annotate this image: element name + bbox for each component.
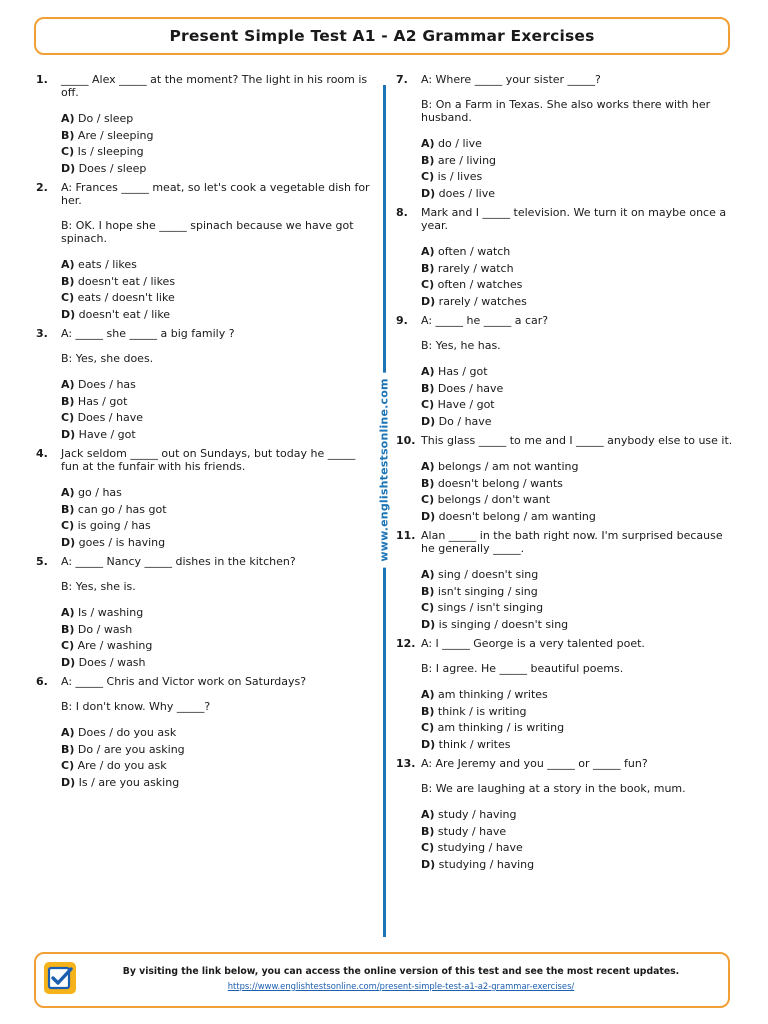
question-number: 8. — [396, 206, 408, 219]
question-3 — [36, 327, 376, 443]
answer-option[interactable] — [421, 414, 736, 431]
answer-option[interactable] — [421, 807, 736, 824]
option-text: study / have — [437, 824, 507, 838]
option-text: doesn't belong / wants — [437, 476, 563, 490]
answer-option[interactable] — [61, 502, 376, 519]
answer-option[interactable] — [61, 742, 376, 759]
question-text: A: _____ Chris and Victor work on Saturdays? — [61, 675, 307, 688]
option-text: often / watch — [438, 245, 511, 258]
option-letter: D) — [61, 427, 76, 441]
answer-options — [396, 244, 736, 310]
question-reply: B: On a Farm in Texas. She also works there with her husband. — [421, 98, 711, 124]
question-9 — [396, 314, 736, 430]
option-letter: D) — [421, 414, 436, 428]
answer-option[interactable] — [61, 485, 376, 502]
question-5 — [36, 555, 376, 671]
answer-option[interactable] — [421, 687, 736, 704]
answer-options — [36, 485, 376, 551]
option-text: study / having — [438, 808, 517, 821]
question-2 — [36, 181, 376, 323]
question-12 — [396, 637, 736, 753]
answer-option[interactable] — [61, 427, 376, 444]
question-7 — [396, 73, 736, 202]
option-text: Are / washing — [77, 639, 153, 652]
answer-options — [36, 111, 376, 177]
answer-option[interactable] — [421, 277, 736, 294]
question-row — [396, 637, 736, 650]
question-row — [36, 675, 376, 688]
option-letter: A) — [421, 137, 435, 150]
option-text: often / watches — [437, 278, 523, 291]
question-text: A: Are Jeremy and you _____ or _____ fun? — [421, 757, 648, 770]
question-number: 3. — [36, 327, 48, 340]
question-text: This glass _____ to me and I _____ anybody else to use it. — [421, 434, 733, 447]
option-letter: B) — [421, 704, 435, 718]
question-row — [396, 73, 736, 86]
option-text: goes / is having — [78, 535, 166, 549]
option-letter: D) — [61, 655, 76, 669]
option-text: can go / has got — [77, 502, 167, 516]
question-row — [396, 434, 736, 447]
answer-option[interactable] — [421, 244, 736, 261]
answer-option[interactable] — [61, 257, 376, 274]
option-text: sing / doesn't sing — [438, 568, 539, 581]
option-letter: C) — [421, 841, 435, 854]
answer-options — [36, 725, 376, 791]
answer-options — [396, 567, 736, 633]
option-letter: B) — [421, 476, 435, 490]
option-letter: D) — [61, 161, 76, 175]
option-letter: C) — [421, 278, 435, 291]
answer-options — [396, 364, 736, 430]
option-letter: C) — [61, 145, 75, 158]
option-letter: C) — [421, 493, 435, 506]
answer-option[interactable] — [61, 161, 376, 178]
question-text: Jack seldom _____ out on Sundays, but today he _____ fun at the funfair with his friends. — [61, 447, 356, 473]
question-10 — [396, 434, 736, 525]
side-website-label: www.englishtestsonline.com — [375, 372, 394, 567]
question-number: 13. — [396, 757, 416, 770]
option-text: do / live — [438, 137, 482, 150]
question-row — [396, 529, 736, 555]
question-reply: B: OK. I hope she _____ spinach because we have got spinach. — [61, 219, 354, 245]
option-text: isn't singing / sing — [437, 584, 538, 598]
question-6 — [36, 675, 376, 791]
option-text: belongs / am not wanting — [438, 460, 579, 473]
question-row — [36, 73, 376, 99]
answer-option[interactable] — [61, 605, 376, 622]
option-letter: D) — [421, 186, 436, 200]
question-text: A: _____ Nancy _____ dishes in the kitchen? — [61, 555, 296, 568]
option-letter: C) — [61, 639, 75, 652]
answer-option[interactable] — [421, 840, 736, 857]
answer-option[interactable] — [61, 290, 376, 307]
option-text: does / live — [438, 186, 495, 200]
question-number: 11. — [396, 529, 416, 542]
question-number: 9. — [396, 314, 408, 327]
question-number: 1. — [36, 73, 48, 86]
answer-option[interactable] — [61, 725, 376, 742]
question-number: 4. — [36, 447, 48, 460]
option-text: rarely / watch — [437, 261, 514, 275]
option-letter: C) — [421, 721, 435, 734]
answer-option[interactable] — [421, 600, 736, 617]
answer-options — [36, 377, 376, 443]
option-text: doesn't eat / like — [78, 307, 171, 321]
question-number: 10. — [396, 434, 416, 447]
answer-option[interactable] — [421, 857, 736, 874]
question-13 — [396, 757, 736, 873]
option-letter: C) — [421, 170, 435, 183]
answer-option[interactable] — [421, 136, 736, 153]
answer-option[interactable] — [421, 567, 736, 584]
answer-options — [36, 605, 376, 671]
answer-option[interactable] — [421, 584, 736, 601]
footer-text: By visiting the link below, you can access the online version of this test and see the most recent updates. — [122, 966, 680, 977]
answer-option[interactable] — [61, 758, 376, 775]
answer-option[interactable] — [421, 364, 736, 381]
option-text: Do / are you asking — [77, 742, 185, 756]
question-4 — [36, 447, 376, 551]
option-text: Have / got — [437, 398, 495, 411]
option-letter: C) — [421, 601, 435, 614]
option-letter: A) — [61, 112, 75, 125]
option-letter: A) — [61, 258, 75, 271]
question-row — [36, 181, 376, 207]
question-text: A: _____ she _____ a big family ? — [61, 327, 235, 340]
checkmark-logo-icon — [44, 962, 76, 994]
footer-link[interactable]: https://www.englishtestsonline.com/present-simple-test-a1-a2-grammar-exercises/ — [227, 981, 575, 991]
answer-option[interactable] — [421, 153, 736, 170]
question-row — [36, 327, 376, 340]
option-letter: D) — [421, 857, 436, 871]
answer-options — [396, 687, 736, 753]
question-text: _____ Alex _____ at the moment? The light in his room is off. — [61, 73, 368, 99]
option-text: are / living — [437, 153, 497, 167]
question-reply: B: We are laughing at a story in the book, mum. — [421, 782, 686, 795]
option-letter: D) — [421, 617, 436, 631]
question-row — [396, 314, 736, 327]
question-reply: B: Yes, she is. — [61, 580, 136, 593]
left-column — [36, 73, 376, 795]
question-reply: B: Yes, she does. — [61, 352, 154, 365]
option-text: belongs / don't want — [437, 493, 551, 506]
option-letter: A) — [61, 726, 75, 739]
option-letter: D) — [421, 737, 436, 751]
option-letter: D) — [421, 294, 436, 308]
option-text: Has / got — [77, 394, 128, 408]
option-text: is going / has — [77, 519, 151, 532]
question-reply: B: Yes, he has. — [421, 339, 501, 352]
question-number: 6. — [36, 675, 48, 688]
right-column — [396, 73, 736, 877]
option-letter: C) — [61, 411, 75, 424]
question-row — [396, 206, 736, 232]
option-text: studying / having — [438, 857, 535, 871]
option-text: Are / do you ask — [77, 759, 167, 772]
answer-option[interactable] — [61, 535, 376, 552]
answer-option[interactable] — [421, 617, 736, 634]
answer-option[interactable] — [421, 492, 736, 509]
answer-option[interactable] — [61, 111, 376, 128]
option-letter: C) — [421, 398, 435, 411]
answer-option[interactable] — [421, 509, 736, 526]
option-letter: B) — [421, 584, 435, 598]
option-letter: B) — [421, 153, 435, 167]
option-letter: B) — [61, 742, 75, 756]
question-text: Alan _____ in the bath right now. I'm surprised because he generally _____. — [421, 529, 723, 555]
option-letter: C) — [61, 519, 75, 532]
answer-option[interactable] — [61, 274, 376, 291]
option-text: Are / sleeping — [77, 128, 154, 142]
option-letter: D) — [61, 307, 76, 321]
option-text: is singing / doesn't sing — [438, 617, 569, 631]
question-text: Mark and I _____ television. We turn it on maybe once a year. — [421, 206, 727, 232]
option-text: Does / wash — [78, 655, 146, 669]
question-text: A: Frances _____ meat, so let's cook a vegetable dish for her. — [61, 181, 370, 207]
question-number: 2. — [36, 181, 48, 194]
option-text: am thinking / is writing — [437, 721, 565, 734]
question-row — [396, 757, 736, 770]
option-text: Do / sleep — [78, 112, 134, 125]
option-letter: B) — [61, 622, 75, 636]
option-text: Do / wash — [77, 622, 133, 636]
answer-option[interactable] — [61, 377, 376, 394]
option-letter: D) — [61, 775, 76, 789]
question-8 — [396, 206, 736, 310]
answer-option[interactable] — [421, 186, 736, 203]
answer-option[interactable] — [421, 476, 736, 493]
option-letter: A) — [421, 808, 435, 821]
question-reply: B: I agree. He _____ beautiful poems. — [421, 662, 624, 675]
answer-option[interactable] — [61, 622, 376, 639]
option-text: rarely / watches — [438, 294, 527, 308]
option-text: doesn't belong / am wanting — [438, 509, 596, 523]
option-letter: B) — [421, 381, 435, 395]
option-letter: B) — [421, 824, 435, 838]
option-text: Does / have — [437, 381, 504, 395]
question-number: 5. — [36, 555, 48, 568]
answer-option[interactable] — [421, 459, 736, 476]
answer-option[interactable] — [421, 261, 736, 278]
answer-option[interactable] — [61, 144, 376, 161]
option-text: think / writes — [438, 737, 511, 751]
answer-options — [396, 136, 736, 202]
option-letter: A) — [61, 606, 75, 619]
option-letter: D) — [61, 535, 76, 549]
answer-option[interactable] — [421, 704, 736, 721]
answer-option[interactable] — [421, 397, 736, 414]
option-letter: A) — [61, 378, 75, 391]
option-text: studying / have — [437, 841, 523, 854]
option-letter: B) — [61, 128, 75, 142]
answer-options — [396, 807, 736, 873]
option-text: sings / isn't singing — [437, 601, 544, 614]
footer-box — [34, 952, 730, 1008]
question-number: 12. — [396, 637, 416, 650]
option-text: Is / are you asking — [78, 775, 180, 789]
answer-option[interactable] — [61, 518, 376, 535]
answer-option[interactable] — [421, 381, 736, 398]
answer-option[interactable] — [61, 775, 376, 792]
question-text: A: I _____ George is a very talented poet. — [421, 637, 645, 650]
option-letter: A) — [421, 460, 435, 473]
question-text: A: Where _____ your sister _____? — [421, 73, 601, 86]
option-text: Do / have — [438, 414, 492, 428]
option-text: am thinking / writes — [438, 688, 548, 701]
option-letter: C) — [61, 291, 75, 304]
option-letter: A) — [421, 365, 435, 378]
answer-option[interactable] — [61, 128, 376, 145]
answer-option[interactable] — [61, 394, 376, 411]
question-row — [36, 555, 376, 568]
option-text: is / lives — [437, 170, 483, 183]
option-letter: B) — [61, 274, 75, 288]
option-letter: C) — [61, 759, 75, 772]
answer-option[interactable] — [61, 655, 376, 672]
option-text: Have / got — [78, 427, 136, 441]
option-text: doesn't eat / likes — [77, 274, 176, 288]
question-text: A: _____ he _____ a car? — [421, 314, 549, 327]
option-text: Does / do you ask — [78, 726, 177, 739]
answer-option[interactable] — [421, 169, 736, 186]
option-letter: A) — [61, 486, 75, 499]
question-reply: B: I don't know. Why _____? — [61, 700, 211, 713]
answer-option[interactable] — [421, 720, 736, 737]
option-letter: A) — [421, 568, 435, 581]
option-text: eats / likes — [78, 258, 137, 271]
option-text: Is / sleeping — [77, 145, 144, 158]
option-letter: B) — [421, 261, 435, 275]
option-letter: B) — [61, 502, 75, 516]
title-box — [34, 17, 730, 55]
answer-option[interactable] — [421, 824, 736, 841]
answer-option[interactable] — [61, 410, 376, 427]
option-letter: D) — [421, 509, 436, 523]
question-11 — [396, 529, 736, 633]
answer-option[interactable] — [421, 294, 736, 311]
question-1 — [36, 73, 376, 177]
answer-option[interactable] — [61, 638, 376, 655]
question-row — [36, 447, 376, 473]
option-text: Does / have — [77, 411, 143, 424]
option-text: Has / got — [438, 365, 488, 378]
answer-option[interactable] — [61, 307, 376, 324]
option-text: Does / sleep — [78, 161, 147, 175]
option-text: eats / doesn't like — [77, 291, 175, 304]
question-number: 7. — [396, 73, 408, 86]
option-letter: A) — [421, 245, 435, 258]
answer-options — [396, 459, 736, 525]
answer-option[interactable] — [421, 737, 736, 754]
option-text: Does / has — [78, 378, 136, 391]
option-text: go / has — [78, 486, 122, 499]
page-title: Present Simple Test A1 - A2 Grammar Exercises — [169, 27, 595, 45]
option-letter: B) — [61, 394, 75, 408]
option-text: think / is writing — [437, 704, 527, 718]
option-text: Is / washing — [78, 606, 144, 619]
answer-options — [36, 257, 376, 323]
option-letter: A) — [421, 688, 435, 701]
